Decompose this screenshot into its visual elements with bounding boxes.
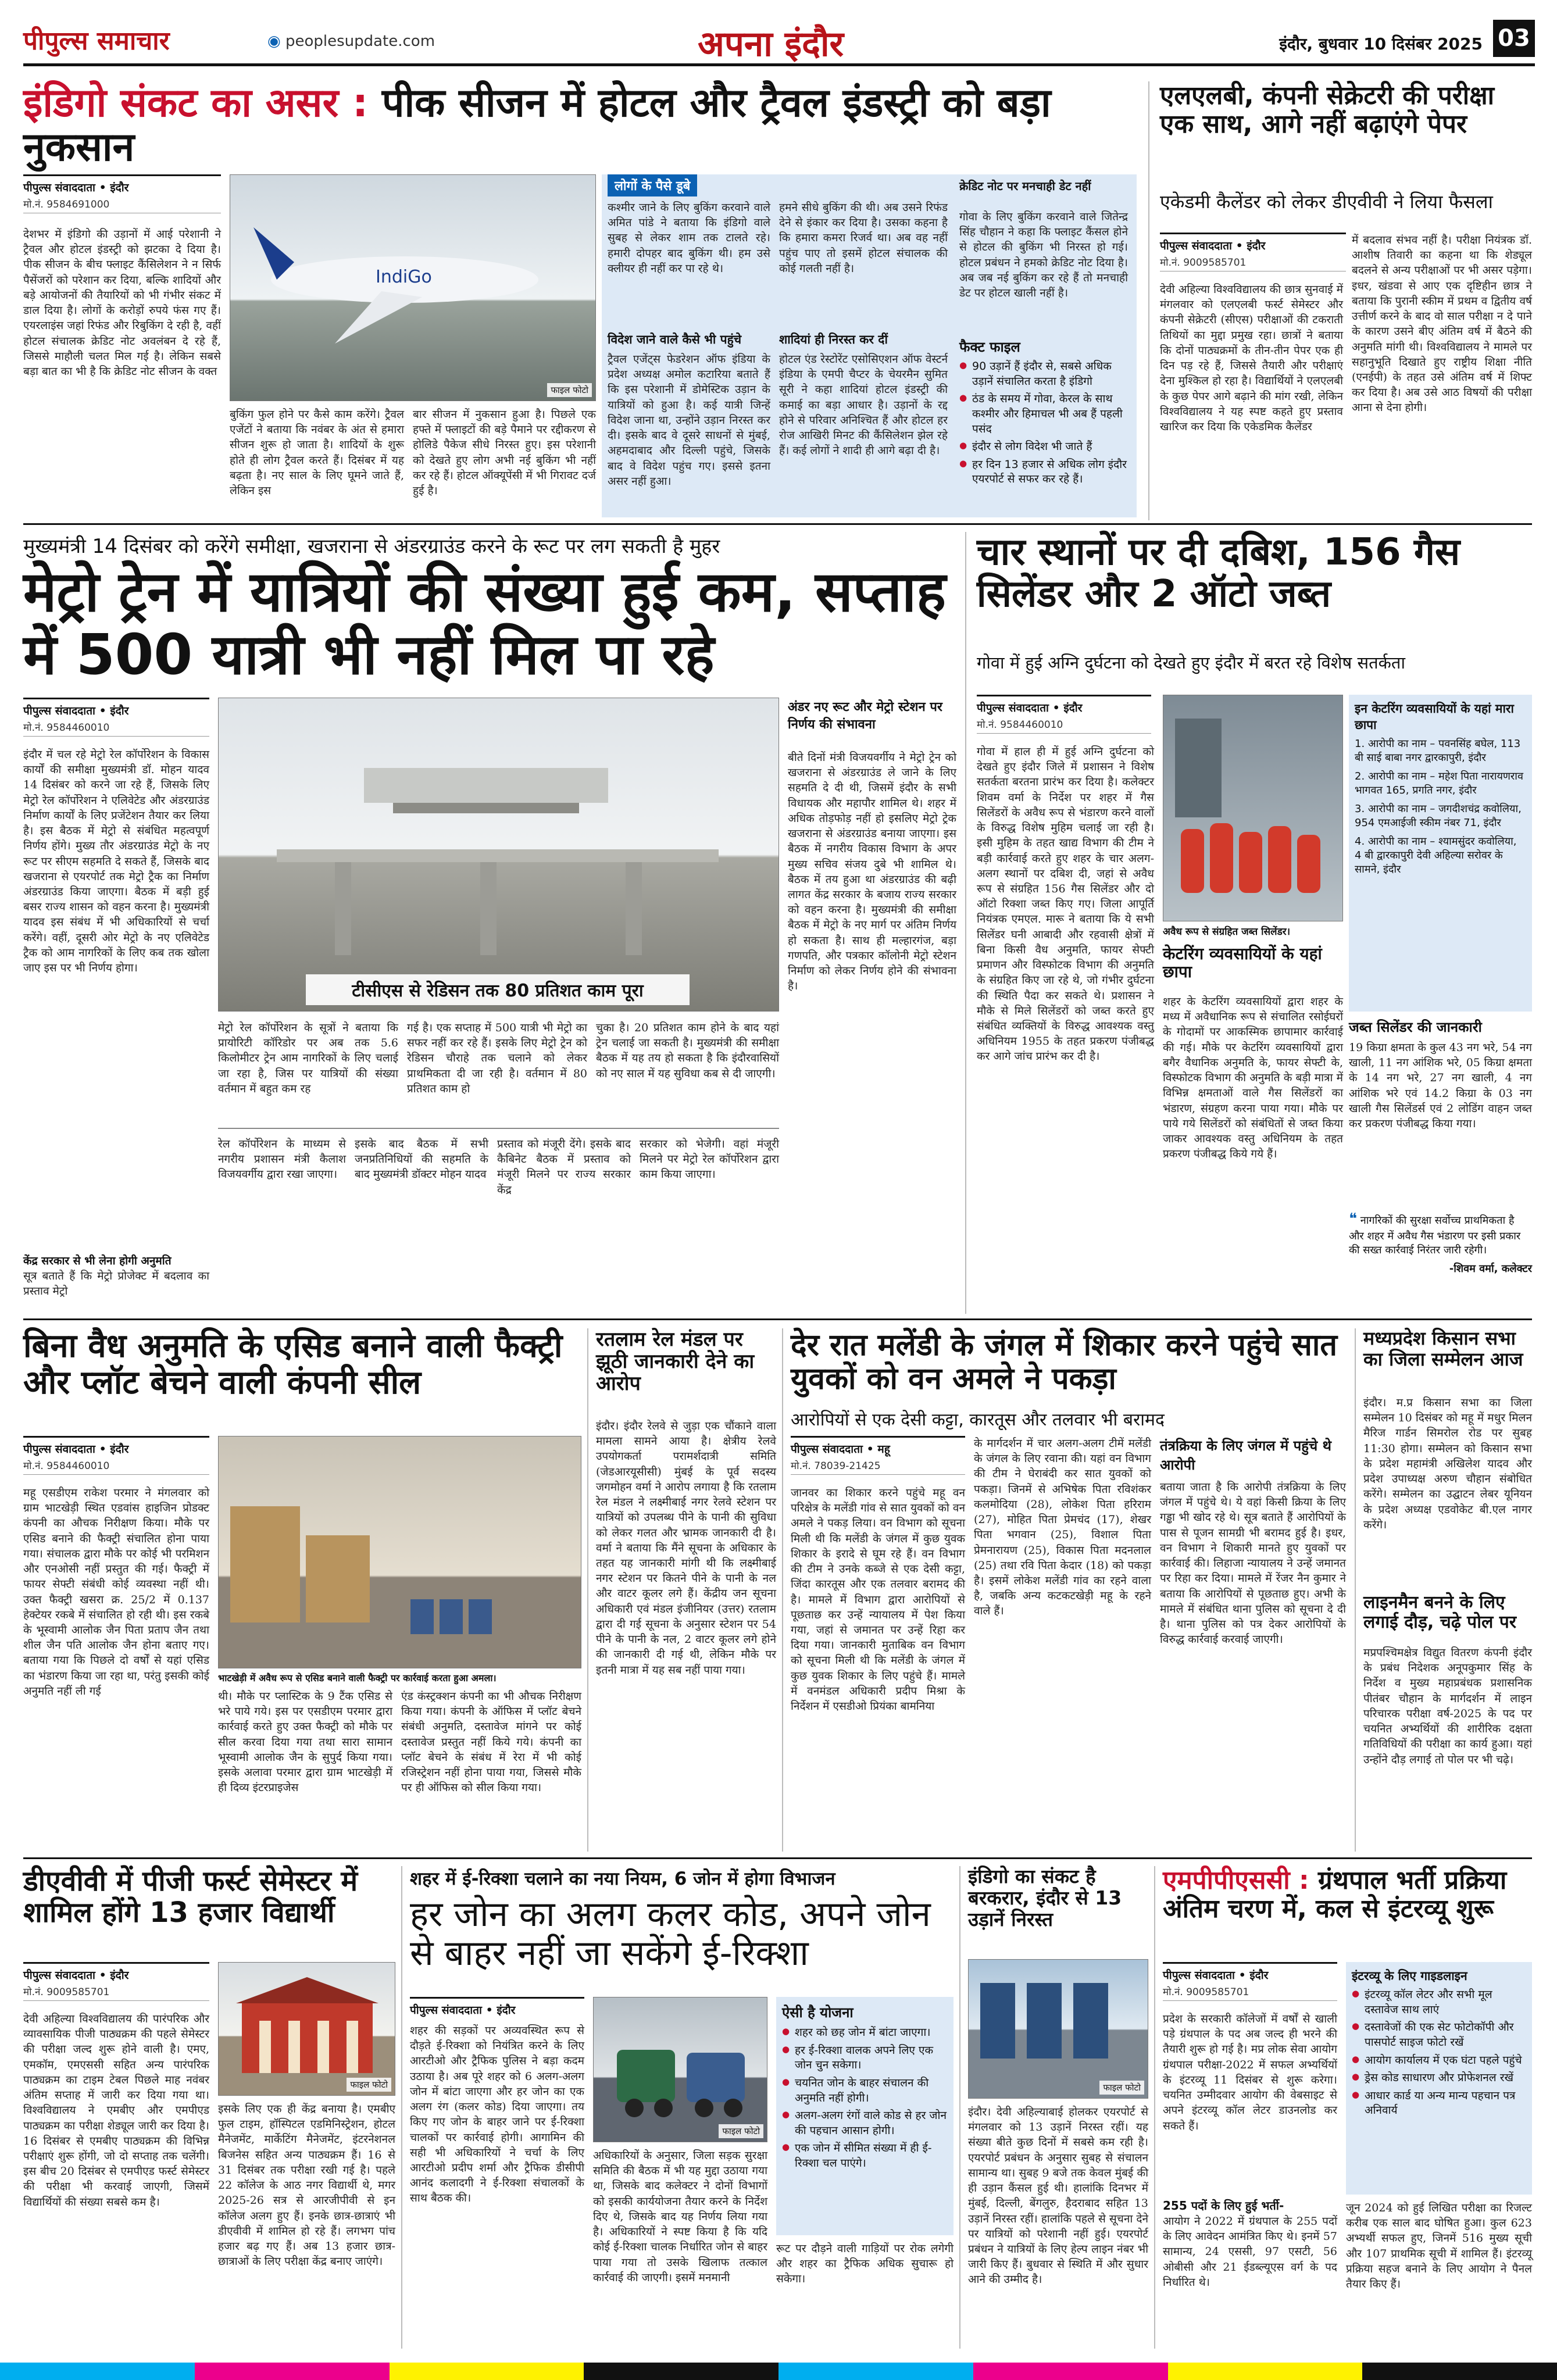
malendi-byline-block: पीपुल्स संवाददाता • महू मो.नं. 78039-21425 bbox=[791, 1436, 965, 1475]
malendi-col1: जानवर का शिकार करने पहुंचे महू वन परिक्षेत्र के मलेंडी गांव से सात युवकों को वन अमले ने पकड़ लिया। वन विभाग को सूचना मिली थी कि मलेंडी के जंगल में कुछ युवक शिकार के इरादे से घूम रहे हैं। वन विभाग की टीम ने उनके कब्जे से एक देसी कट्टा, जिंदा कारतूस और एक तलवार बरामद की है। मामले में विभाग द्वारा आरोपियों से पूछताछ कर उन्हें न्यायालय में पेश किया गया, जहां से जमानत पर उन्हें रिहा कर दिया गया। जानकारी मुताबिक वन विभाग को सूचना मिली थी कि मलेंडी के जंगल में कुछ युवक शिकार के लिए पहुंचे हैं। मामले में वनमंडल अधिकारी प्रदीप मिश्रा के निर्देशन में एसडीओ प्रियंका बामनिया bbox=[791, 1486, 965, 1713]
mppsc-col1: प्रदेश के सरकारी कॉलेजों में वर्षों से खाली पड़े ग्रंथपाल के पद अब जल्द ही भरने की तैयारी शुरू हो गई है। मप्र लोक सेवा आयोग ग्रंथपाल परीक्षा-2022 में सफल अभ्यर्थियों के इंटरव्यू 11 दिसंबर से शुरू करेगा। चयनित उम्मीदवार आयोग की वेबसाइट से अपने इंटरव्यू कॉल लेटर डाउनलोड कर सकते हैं। bbox=[1163, 2013, 1337, 2132]
gas-byline-block: पीपुल्स संवाददाता • इंदौर मो.नं. 9584460010 bbox=[977, 695, 1151, 734]
indigo-plane-photo: IndiGo फाइल फोटो bbox=[230, 174, 596, 401]
cylinder-icon bbox=[1163, 695, 1343, 921]
mppsc-headline: एमपीपीएससी : ग्रंथपाल भर्ती प्रक्रिया अंतिम चरण में, कल से इंटरव्यू शुरू bbox=[1163, 1866, 1507, 1924]
acid-headline: बिना वैध अनुमति के एसिड बनाने वाली फैक्ट्री और प्लॉट बेचने वाली कंपनी सील bbox=[23, 1327, 563, 1402]
erickshaw-kicker: शहर में ई-रिक्शा चलाने का नया नियम, 6 जोन में होगा विभाजन bbox=[410, 1868, 835, 1889]
dateline: इंदौर, बुधवार 10 दिसंबर 2025 bbox=[1279, 34, 1483, 53]
lineman-headline: लाइनमैन बनने के लिए लगाई दौड़, चढ़े पोल पर bbox=[1363, 1592, 1517, 1632]
davv-building-photo: फाइल फोटो bbox=[218, 1962, 395, 2096]
metro-centre-subhead: केंद्र सरकार से भी लेना होगी अनुमति bbox=[23, 1255, 172, 1267]
indigo-byline-block: पीपुल्स संवाददाता • इंदौर मो.नं. 9584691000 bbox=[23, 174, 221, 213]
llb-headline: एलएलबी, कंपनी सेक्रेटरी की परीक्षा एक साथ, आगे नहीं बढ़ाएंगे पेपर bbox=[1160, 81, 1495, 140]
mppsc-byline-block: पीपुल्स संवाददाता • इंदौर मो.नं. 9009585701 bbox=[1163, 1962, 1337, 2001]
erickshaw-col1: शहर की सड़कों पर अव्यवस्थित रूप से दौड़ते ई-रिक्शा को नियंत्रित करने के लिए आरटीओ और ट्रैफिक पुलिस ने बड़ा कदम उठाया है। अब पूरे शहर को 6 अलग-अलग जोन में बांटा जाएगा और हर जोन का एक अलग रंग (कलर कोड) दिया जाएगा। तय किए गए जोन के बाहर जाने पर ई-रिक्शा चालकों पर कार्रवाई होगी। आगामिन की सही भी अधिकारियों ने चर्चा के लिए आरटीओ प्रदीप शर्मा और ट्रैफिक डीसीपी आनंद कलादगी ने ई-रिक्शा संचालकों के साथ बैठक की। bbox=[410, 2024, 584, 2205]
acid-factory-photo bbox=[218, 1436, 581, 1668]
fact-file-list: ● 90 उड़ानें हैं इंदौर से, सबसे अधिक उड़ानें संचालित करता है इंडिगो ● ठंड के समय में गोवा, केरल के साथ कश्मीर और हिमाचल भी अब हैं पहली पसंद ● इंदौर से लोग विदेश भी जाते हैं ● हर दिन 13 हजार से अधिक लोग इंदौर एयरपोर्ट से सफर कर रहे हैं। bbox=[959, 359, 1128, 490]
gas-col1: गोवा में हाल ही में हुई अग्नि दुर्घटना को देखते हुए इंदौर जिले में प्रशासन ने विशेष सतर्कता बरतना प्रारंभ कर दिया है। कलेक्टर शिवम वर्मा के निर्देश पर शहर में गैस सिलेंडरों के अवैध रूप से भंडारण करने वालों के विरुद्ध विशेष मुहिम चलाई जा रही है। इसी मुहिम के तहत खाद्य विभाग की टीम ने बड़ी कार्रवाई करते हुए शहर के चार अलग-अलग स्थानों पर दबिश दी, जहां से अवैध रूप से संग्रहित 156 गैस सिलेंडर और दो ऑटो रिक्शा जब्त किए गए। जिला आपूर्ति नियंत्रक एमएल. मारू ने बताया कि ये सभी सिलेंडर घनी आबादी और रहवासी क्षेत्रों में बिना किसी वैध अनुमति, फायर सेफ्टी प्रमाणन और विस्फोटक विभाग की अनुमति के संग्रहित किए जा रहे थे, जो गंभीर दुर्घटना की स्थिति पैदा कर सकते थे। प्रशासन ने मौके से मिले सिलेंडरों को जब्त करते हुए संबंधित व्यक्तियों के विरुद्ध आवश्यक वस्तु अधिनियम 1955 के तहत प्रकरण पंजीबद्ध कर आगे जांच प्रारंभ कर दी है। bbox=[977, 745, 1154, 1063]
gas-cylinder-photo bbox=[1163, 695, 1343, 921]
masthead bbox=[23, 16, 1535, 66]
ratlam-headline: रतलाम रेल मंडल पर झूठी जानकारी देने का आरोप bbox=[596, 1328, 755, 1396]
indigo-col1: देशभर में इंडिगो की उड़ानों में आई परेशानी ने ट्रैवल और होटल इंडस्ट्री को झटका दे दिया है। पीक सीजन के बीच फ्लाइट कैंसिलेशन ने न सिर्फ पैसेंजरों को परेशान कर दिया, बल्कि शादियों और बड़े आयोजनों की तैयारियों को भी गंभीर संकट में डाल दिया है। लोगों के करोड़ों रुपये फंस गए हैं। एयरलाइंस जहां रिफंड और रिबुकिंग दे रही है, वहीं होटल संचालक क्रेडिट नोट अवलंबन दे रहे हैं, जिससे माहौली चलत मिल गई है। लेकिन सबसे बड़ा बात का भी है कि क्रेडिट नोट सीजन के वक्त bbox=[23, 228, 221, 378]
kisan-headline: मध्यप्रदेश किसान सभा का जिला सम्मेलन आज bbox=[1363, 1327, 1523, 1370]
acid-photo-caption: भाटखेड़ी में अवैध रूप से एसिड बनाने वाली फैक्ट्री पर कार्रवाई करता हुआ अमला। bbox=[218, 1673, 497, 1684]
metro-byline-block: पीपुल्स संवाददाता • इंदौर मो.नं. 9584460010 bbox=[23, 698, 209, 737]
acid-col1: महू एसडीएम राकेश परमार ने मंगलवार को ग्राम भाटखेड़ी स्थित एडवांस हाइजिन प्रोडक्ट कंपनी का औचक निरीक्षण किया। मौके पर एसिड बनाने की फैक्ट्री संचालित होना पाया गया। संचालक द्वारा मौके पर कोई भी परमिशन और एनओसी नहीं प्रस्तुत की गई। फैक्ट्री में फायर सेफ्टी संबंधी कोई व्यवस्था नहीं थी। उक्त फैक्ट्री खसरा क्र. 25/2 में 0.137 हेक्टेयर रकबे में संचालित हो रही थी। इस रकबे के भूस्वामी आलोक जैन पिता प्रताप जैन तथा शील जैन पति आलोक जैन होना बताए गए। बताया गया कि पिछले दो वर्षों से यहां एसिड का भंडारण किया जा रहा था, परंतु इसकी कोई अनुमति नहीं ली गई bbox=[23, 1486, 209, 1698]
llb-col1: देवी अहिल्या विश्वविद्यालय की छात्र सुनवाई में मंगलवार को एलएलबी फर्स्ट सेमेस्टर और कंपनी सेक्रेटरी (सीएस) परीक्षाओं की टकराती तिथियों का मुद्दा प्रमुख रहा। छात्रों ने बताया कि दोनों पाठ्यक्रमों के तीन-तीन पेपर एक ही दिन पड़ रहे हैं, जिससे तैयारी और परीक्षाएं देना मुश्किल हो रहा है। विद्यार्थियों ने एलएलबी के कुछ पेपर आगे बढ़ाने की मांग रखी, लेकिन विश्वविद्यालय ने यह स्पष्ट कहते हुए प्रस्ताव खारिज कर दिया कि एकेडमिक कैलेंडर bbox=[1160, 283, 1343, 433]
metro-kicker: मुख्यमंत्री 14 दिसंबर को करेंगे समीक्षा, खजराना से अंडरग्राउंड करने के रूट पर लग सकती है मुहर bbox=[23, 535, 720, 558]
indigo-col3: बार सीजन में नुकसान हुआ है। पिछले एक हफ्ते में फ्लाइटों की बड़े पैमाने पर रद्दीकरण से होलिडे पैकेज सीधे निरस्त हुए। इस परेशानी को देखते हुए लोग अभी नई बुकिंग भी नहीं कर रहे हैं। होटल ऑक्यूपेंसी में भी गिरावट दर्ज हुई है। bbox=[413, 408, 596, 498]
malendi-headline: देर रात मलेंडी के जंगल में शिकार करने पहुंचे सात युवकों को वन अमले ने पकड़ा bbox=[791, 1328, 1337, 1397]
section-title: अपना इंदौर bbox=[698, 24, 844, 65]
ratlam-body: इंदौर। इंदौर रेलवे से जुड़ा एक चौंकाने वाला मामला सामने आया है। क्षेत्रीय रेलवे उपयोगकर्ता परामर्शदात्री समिति (जेडआरयूसीसी) मुंबई के पूर्व सदस्य जगमोहन वर्मा ने आरोप लगाया है कि रतलाम रेल मंडल ने लक्ष्मीबाई नगर रेलवे स्टेशन पर यात्रियों को उपलब्ध पीने के पानी की सुविधा को लेकर गलत और भ्रामक जानकारी दी है। वर्मा ने बताया कि मैंने सूचना के अधिकार के तहत यह जानकारी मांगी थी कि लक्ष्मीबाई नगर स्टेशन पर कितने पीने के पानी के नल और वाटर कूलर लगे हैं। केंद्रीय जन सूचना अधिकारी एवं मंडल इंजीनियर (उत्तर) रतलाम द्वारा दी गई सूचना के अनुसार स्टेशन पर 54 पीने के पानी के नल, 2 वाटर कूलर लगे होने की जानकारी दी गई थी, लेकिन मौके पर इतनी मात्रा में यह सब नहीं पाया गया। bbox=[596, 1420, 776, 1677]
metro-station-icon bbox=[219, 698, 779, 1012]
pg-exam-headline: डीएवीवी में पीजी फर्स्ट सेमेस्टर में शामिल होंगे 13 हजार विद्यार्थी bbox=[23, 1865, 358, 1929]
lost-money-tag: लोगों के पैसे डूबे bbox=[608, 174, 697, 196]
globe-icon: ◉ bbox=[267, 33, 285, 50]
interview-guideline-box: इंटरव्यू के लिए गाइडलाइन ● इंटरव्यू कॉल लेटर और सभी मूल दस्तावेज साथ लाएं ● दस्तावेजों की एक सेट फोटोकॉपी और पासपोर्ट साइज फोटो रखें ● आयोग कार्यालय में एक घंटा पहले पहुंचे ● ड्रेस कोड साधारण और प्रोफेशनल रखें ● आधार कार्ड या अन्य मान्य पहचान पत्र अनिवार्य bbox=[1346, 1962, 1532, 2195]
raided-caterers-box: इन केटरिंग व्यवसायियों के यहां मारा छापा 1. आरोपी का नाम – पवनसिंह बघेल, 113 बी साई बाबा नगर द्वारकापुरी, इंदौर 2. आरोपी का नाम – महेश पिता नारायणराव भागवत 165, प्रगति नगर, इंदौर 3. आरोपी का नाम – जगदीशचंद्र कवोलिया, 954 एमआईजी स्कीम नंबर 71, इंदौर 4. आरोपी का नाम – श्यामसुंदर कवोलिया, 4 बी द्वारकापुरी देवी अहिल्या सरोवर के सामने, इंदौर bbox=[1349, 695, 1532, 1012]
gas-deck: गोवा में हुई अग्नि दुर्घटना को देखते हुए इंदौर में बरत रहे विशेष सतर्कता bbox=[977, 653, 1405, 673]
airport-counter-icon bbox=[969, 1960, 1148, 2099]
metro-photo bbox=[218, 698, 779, 1012]
indigo-col2: बुकिंग फुल होने पर कैसे काम करेंगे। ट्रैवल एजेंटों ने बताया कि नवंबर के अंत से हमारा सीजन शुरू हो जाता है। शादियों के शुरू होते ही लोग ट्रैवल करते हैं। दिसंबर में यह बढ़ता है। नए साल के लिए घूमने जाते हैं, लेकिन इस bbox=[230, 408, 404, 498]
fact-file-title: फैक्ट फाइल bbox=[959, 339, 1020, 355]
weddings-subhead: शादियां ही निरस्त कर दीं bbox=[779, 333, 888, 346]
paper-logo: पीपुल्स समाचार bbox=[23, 26, 170, 56]
page-number: 03 bbox=[1493, 20, 1535, 57]
tantra-subhead: तंत्रक्रिया के लिए जंगल में पहुंचे थे आरोपी bbox=[1160, 1438, 1331, 1473]
metro-col1: इंदौर में चल रहे मेट्रो रेल कॉर्पोरेशन के विकास कार्यों की समीक्षा मुख्यमंत्री डॉ. मोहन यादव 14 दिसंबर को करने जा रहे हैं, जिसके लिए मेट्रो रेल कॉर्पोरेशन ने एलिवेटेड और अंडरग्राउंड निर्माण कार्यों के लिए प्रजेंटेशन तैयार कर लिया है। इस बैठक में मेट्रो से संबंधित महत्वपूर्ण निर्णय होंगे। मुख्य तौर अंडरग्राउंड मेट्रो के नए रूट पर सीएम सहमति दे सकते हैं, जिसके बाद खजराना से एयरपोर्ट तक मेट्रो ट्रैक का निर्माण अंडरग्राउंड किया जाएगा। बैठक में बड़ी हुई बसर राज्य शासन को वहन करना है। मुख्यमंत्री यादव इस संबंध में भी अधिकारियों से चर्चा करेंगे। वहीं, दूसरी ओर मेट्रो के नए एलिवेटेड ट्रैक को आम नागरिकों के लिए कब तक खोला जाए इस पर भी निर्णय होगा। bbox=[23, 748, 209, 975]
acid-byline-block: पीपुल्स संवाददाता • इंदौर मो.नं. 9584460010 bbox=[23, 1436, 209, 1475]
erickshaw-photo: फाइल फोटो bbox=[593, 1997, 767, 2142]
gas-photo-caption: अवैध रूप से संग्रहित जब्त सिलेंडर। bbox=[1163, 926, 1291, 938]
llb-col2: में बदलाव संभव नहीं है। परीक्षा नियंत्रक डॉ. आशीष तिवारी का कहना था कि शेड्यूल बदलने से अन्य परीक्षाओं पर भी असर पड़ेगा। इधर, खंडवा से आए एक दृष्टिहीन छात्र ने बताया कि पुरानी स्कीम में प्रथम व द्वितीय वर्ष उत्तीर्ण करने के बाद वो साल परीक्षा न दे पाने के कारण उसने बीए अंतिम वर्ष में बैठने की अनुमति मांगी थी। विश्वविद्यालय ने मामले पर सहानुभूति दिखाते हुए राष्ट्रीय शिक्षा नीति (एनईपी) के तहत उसे अंतिम वर्ष में शिफ्ट कर दिया है। अब उसे आठ विषयों की परीक्षा आना से देना होगी। bbox=[1352, 234, 1532, 414]
airport-photo: फाइल फोटो bbox=[968, 1959, 1148, 2099]
seized-cylinders-box: जब्त सिलेंडर की जानकारी 19 किग्रा क्षमता के कुल 43 नग भरे, 54 नग खाली, 11 नग आंशिक भरे, 05 किग्रा क्षमता के 14 नग भरे, 27 नग खाली, 4 नग आंशिक भरे एवं 14.2 किग्रा के 03 नग खाली गैस सिलेंडर्स एवं 2 लोडिंग वाहन जब्त कर प्रकरण पंजीबद्ध किया गया। bbox=[1349, 1019, 1532, 1131]
website-link[interactable]: ◉ peoplesupdate.com bbox=[267, 33, 435, 50]
indigo-sidebar-box: लोगों के पैसे डूबे कश्मीर जाने के लिए बुकिंग करवाने वाले अमित पांडे ने बताया कि इंडिगो वाले सुबह से लेकर शाम तक टालते रहे। हमारी दोपहर बाद बुकिंग थी। हम उसे क्लीयर ही नहीं कर पा रहे थे। हमने सीधे बुकिंग की थी। अब उसने रिफंड देने से इंकार कर दिया है। उसका कहना है कि हमारा कमरा रिजर्व था। अब वह नहीं पहुंच पाए तो इसमें होटल संचालक की कोई गलती नहीं है। क्रेडिट नोट पर मनचाही डेट नहीं गोवा के लिए बुकिंग करवाने वाले जितेन्द्र सिंह चौहान ने कहा कि फ्लाइट कैंसल होने से होटल की बुकिंग भी निरस्त हो गई। होटल प्रबंधन ने हमको क्रेडिट नोट दिया है। अब जब नई बुकिंग कर रहे हैं तो मनचाही डेट पर होटल खाली नहीं है। विदेश जाने वाले कैसे भी पहुंचे ट्रैवल एजेंट्स फेडरेशन ऑफ इंडिया के प्रदेश अध्यक्ष अमोल कटारिया बताते हैं कि इस परेशानी में डोमेस्टिक उड़ान के यात्रियों को हुआ है। कई यात्री जिन्हें विदेश जाना था, उन्होंने उड़ान निरस्त कर दी। इसके बाद वे दूसरे साधनों से मुंबई, अहमदाबाद और दिल्ली पहुंचे, जिसके बाद वे विदेश पहुंच गए। इससे इतना असर नहीं हुआ। शादियां ही निरस्त कर दीं होटल एंड रेस्टोरेंट एसोसिएशन ऑफ वेस्टर्न इंडिया के एमपी चैप्टर के चेयरमैन सुमित सूरी ने कहा शादियां होटल इंडस्ट्री की कमाई का बड़ा आधार है। उड़ानों के रद्द होने से परिवार अनिश्चित हैं और होटल हर रोज आखिरी मिनट की कैंसिलेशन झेल रहे हैं। कई लोगों ने शादी ही आगे बढ़ा दी है। फैक्ट फाइल ● 90 उड़ानें हैं इंदौर से, सबसे अधिक उड़ानें संचालित करता है इंडिगो ● ठंड के समय में गोवा, केरल के साथ कश्मीर और हिमाचल भी अब हैं पहली पसंद ● इंदौर से लोग विदेश भी जाते हैं ● हर दिन 13 हजार से अधिक लोग इंदौर एयरपोर्ट से सफर कर रहे हैं। bbox=[602, 174, 1137, 517]
svg-text:IndiGo: IndiGo bbox=[376, 267, 432, 287]
print-color-strip bbox=[0, 2363, 1557, 2380]
university-building-icon bbox=[219, 1963, 395, 2096]
indigo-headline: इंडिगो संकट का असर : पीक सीजन में होटल और ट्रैवल इंडस्ट्री को बड़ा नुकसान bbox=[23, 80, 1051, 171]
pg-col1: देवी अहिल्या विश्वविद्यालय की पारंपरिक और व्यावसायिक पीजी पाठ्यक्रम की पहले सेमेस्टर की परीक्षा जल्द शुरू होने वाली है। एमए, एमकॉम, एमएससी सहित अन्य पारंपरिक पाठ्यक्रम का टाइम टेबल पिछले माह नवंबर अंतिम सप्ताह में जारी कर दिया गया था। विश्वविद्यालय ने एमबीए और एमपीएड पाठ्यक्रम का परीक्षा शेड्यूल जारी कर दिया है। 16 दिसंबर से एमबीए पाठ्यक्रम की विभिन्न परीक्षाएं शुरू होंगी, जो दो सप्ताह तक चलेंगी। इस बीच 20 दिसंबर से एमपीएड फर्स्ट सेमेस्टर की परीक्षा भी करवाई जाएगी, जिसमें विद्यार्थियों की संख्या सबसे कम है। bbox=[23, 2013, 209, 2209]
metro-headline: मेट्रो ट्रेन में यात्रियों की संख्या हुई कम, सप्ताह में 500 यात्री भी नहीं मिल पा रहे bbox=[23, 559, 946, 687]
rickshaw-icon bbox=[594, 1997, 767, 2142]
pg-byline-block: पीपुल्स संवाददाता • इंदौर मो.नं. 9009585701 bbox=[23, 1962, 209, 2001]
collector-quote: ❝ नागरिकों की सुरक्षा सर्वोच्च प्राथमिकता है और शहर में अवैध गैस भंडारण पर इसी प्रकार की सख्त कार्रवाई निरंतर जारी रहेगी। -शिवम वर्मा, कलेक्टर bbox=[1349, 1210, 1532, 1275]
llb-byline-block: पीपुल्स संवाददाता • इंदौर मो.नं. 9009585701 bbox=[1160, 233, 1346, 271]
metro-photo-banner: टीसीएस से रेडिसन तक 80 प्रतिशत काम पूरा bbox=[306, 974, 690, 1005]
credit-note-subhead: क्रेडिट नोट पर मनचाही डेट नहीं bbox=[959, 179, 1091, 193]
metro-side-subhead: अंडर नए रूट और मेट्रो स्टेशन पर निर्णय की संभावना bbox=[788, 700, 942, 732]
abroad-subhead: विदेश जाने वाले कैसे भी पहुंचे bbox=[608, 333, 742, 346]
malendi-deck: आरोपियों से एक देसी कट्टा, कारतूस और तलवार भी बरामद bbox=[791, 1410, 1165, 1430]
malendi-col2: के मार्गदर्शन में चार अलग-अलग टीमें मलेंडी के जंगल के लिए रवाना की। यहां वन विभाग की टीम ने घेराबंदी कर सात युवकों को पकड़ा। जिनमें से अभिषेक पिता रविशंकर कलमोदिया (28), लोकेश पिता हरिराम (27), मोहित पिता प्रेमचंद (17), शेखर पिता भगवान (25), विशाल पिता प्रेमनारायण (25), विकास पिता मदनलाल (25) तथा रवि पिता केदार (18) को पकड़ा है। इसमें लोकेश मलेंडी गांव का रहने वाला है, जबकि अन्य कटकटखेड़ी महू के रहने वाले हैं। bbox=[974, 1437, 1151, 1618]
erickshaw-headline: हर जोन का अलग कलर कोड, अपने जोन से बाहर नहीं जा सकेंगे ई-रिक्शा bbox=[410, 1894, 931, 1974]
factory-icon bbox=[219, 1436, 581, 1668]
gas-headline: चार स्थानों पर दी दबिश, 156 गैस सिलेंडर और 2 ऑटो जब्त bbox=[977, 531, 1460, 616]
scheme-box: ऐसी है योजना ● शहर को छह जोन में बांटा जाएगा। ● हर ई-रिक्शा वालक अपने लिए एक जोन चुन सकेगा। ● चयनित जोन के बाहर संचालन की अनुमति नहीं होगी। ● अलग-अलग रंगों वाले कोड से हर जोन की पहचान आसान होगी। ● एक जोन में सीमित संख्या में ही ई-रिक्शा चल पाएंगे। bbox=[776, 1997, 954, 2235]
catering-subhead: केटरिंग व्यवसायियों के यहां छापा bbox=[1163, 944, 1322, 982]
indigo13-body: इंदौर। देवी अहिल्याबाई होलकर एयरपोर्ट से मंगलवार को 13 उड़ानें निरस्त रहीं। यह संख्या बीते कुछ दिनों में सबसे कम रही है। एयरपोर्ट प्रबंधन के अनुसार सुबह से संचालन सामान्य था। सुबह 9 बजे तक केवल मुंबई की ही उड़ान कैंसल हुई थी। हालांकि दिनभर में मुंबई, दिल्ली, बेंगलुरु, हैदराबाद सहित 13 उड़ानें निरस्त रहीं। हालांकि पहले से सूचना देने पर यात्रियों को परेशानी नहीं हुई। एयरपोर्ट प्रबंधन ने यात्रियों के लिए हेल्प लाइन नंबर भी जारी किए हैं। बुधवार से स्थिति में और सुधार आने की उम्मीद है। bbox=[968, 2106, 1148, 2286]
llb-deck: एकेडमी कैलेंडर को लेकर डीएवीवी ने लिया फैसला bbox=[1160, 191, 1493, 213]
kisan-body: इंदौर। म.प्र किसान सभा का जिला सम्मेलन 10 दिसंबर को महू में मधुर मिलन मैरिज गार्डन सिमरोल रोड पर सुबह 11:30 होगा। सम्मेलन को किसान सभा के प्रदेश महामंत्री अखिलेश यादव और प्रदेश उपाध्यक्ष अरुण चौहान संबोधित करेंगे। सम्मेलन का उद्घाटन लेबर यूनियन के प्रदेश अध्यक्ष एडवोकेट बी.एल नागर करेंगे। bbox=[1363, 1396, 1532, 1531]
erickshaw-byline-block: पीपुल्स संवाददाता • इंदौर bbox=[410, 1997, 584, 2017]
indigo13-headline: इंडिगो का संकट है बरकरार, इंदौर से 13 उड़ानें निरस्त bbox=[968, 1865, 1122, 1931]
quote-icon: ❝ bbox=[1349, 1210, 1357, 1228]
airplane-icon bbox=[230, 175, 596, 401]
